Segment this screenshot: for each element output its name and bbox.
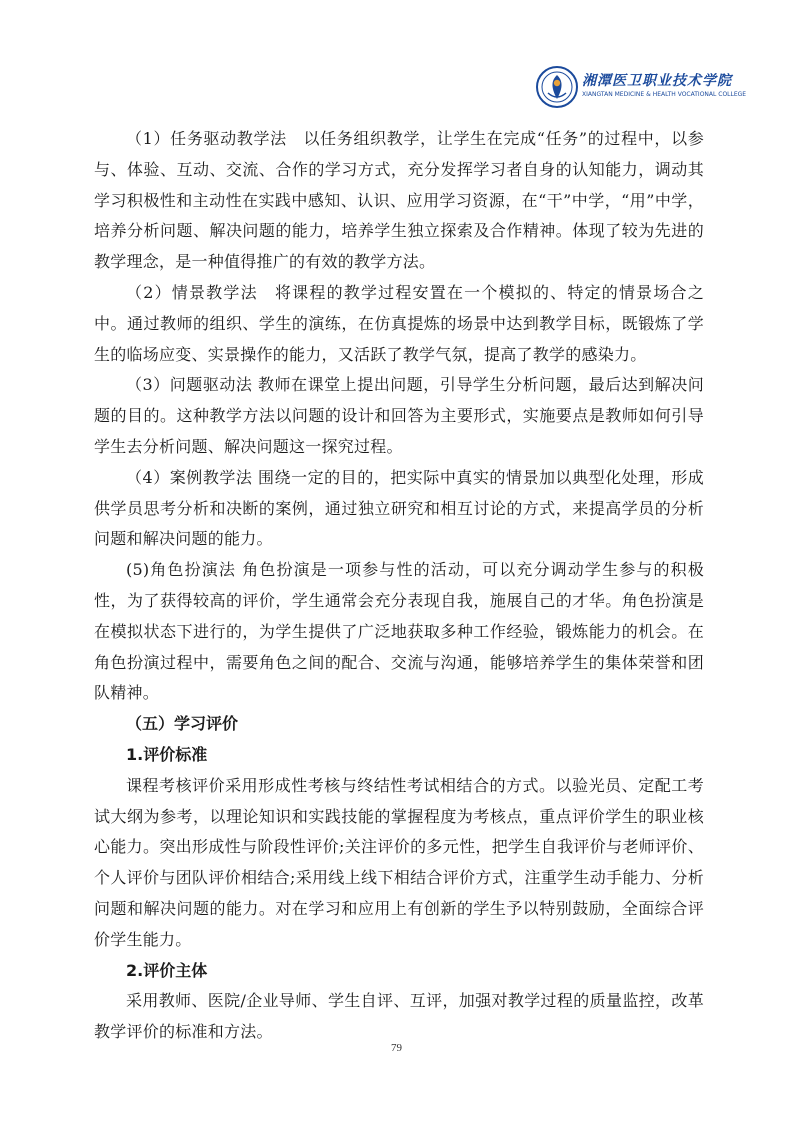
page-number: 79: [391, 1042, 402, 1054]
method-text: 将课程的教学过程安置在一个模拟的、特定的情景场合之中。通过教师的组织、学生的演练，在仿真提炼的场景中达到教学目标，既锻炼了学生的临场应变、实景操作的能力，又活跃了教学气氛，提高了教学的感染力。: [94, 282, 704, 364]
method-text: 教师在课堂上提出问题，引导学生分析问题，最后达到解决问题的目的。这种教学方法以问题的设计和回答为主要形式，实施要点是教师如何引导学生去分析问题、解决问题这一探究过程。: [94, 375, 704, 456]
method-label: （2）情景教学法: [126, 282, 258, 302]
document-body: [94, 124, 704, 1048]
method-label: （4）案例教学法: [126, 467, 253, 487]
subsection-title-subject: 2.评价主体: [126, 960, 208, 980]
section-title: （五）学习评价: [126, 714, 239, 734]
method-paragraph-1: [94, 124, 704, 278]
method-text: 围绕一定的目的，把实际中真实的情景加以典型化处理，形成供学员思考分析和决断的案例，通过独立研究和相互讨论的方式，来提高学员的分析问题和解决问题的能力。: [94, 467, 704, 549]
college-logo: [536, 66, 747, 112]
college-name-en: XIANGTAN MEDICINE & HEALTH VOCATIONAL COLLEGE: [582, 91, 747, 98]
method-label: （3）问题驱动法: [126, 375, 253, 395]
method-paragraph-4: [94, 463, 704, 555]
method-label: (5)角色扮演法: [126, 560, 236, 580]
college-name-cn: 湘潭医卫职业技术学院: [582, 73, 732, 89]
subsection-title-criteria: 1.评价标准: [126, 744, 208, 764]
college-emblem-icon: [536, 66, 578, 108]
method-paragraph-3: [94, 370, 704, 462]
method-text: 角色扮演是一项参与性的活动，可以充分调动学生参与的积极性，为了获得较高的评价，学生通常会充分表现自我，施展自己的才华。角色扮演是在模拟状态下进行的，为学生提供了广泛地获取多种工作经验，锻炼能力的机会。在角色扮演过程中，需要角色之间的配合、交流与沟通，能够培养学生的集体荣誉和团队精神。: [94, 560, 704, 703]
method-label: （1）任务驱动教学法: [126, 129, 287, 148]
method-paragraph-2: [94, 278, 704, 370]
criteria-paragraph: 课程考核评价采用形成性考核与终结性考试相结合的方式。以验光员、定配工考试大纲为参考，以理论知识和实践技能的掌握程度为考核点，重点评价学生的职业核心能力。突出形成性与阶段性评价;关注评价的多元性，把学生自我评价与老师评价、个人评价与团队评价相结合;采用线上线下相结合评价方式，注重学生动手能力、分析问题和解决问题的能力。对在学习和应用上有创新的学生予以特别鼓励，全面综合评价学生能力。: [94, 775, 704, 949]
method-text: 以任务组织教学，让学生在完成“任务”的过程中，以参与、体验、互动、交流、合作的学习方式，充分发挥学习者自身的认知能力，调动其学习积极性和主动性在实践中感知、认识、应用学习资源，在“干”中学，“用”中学，培养分析问题、解决问题的能力，培养学生独立探索及合作精神。体现了较为先进的教学理念，是一种值得推广的有效的教学方法。: [94, 129, 704, 272]
method-paragraph-5: [94, 555, 704, 709]
subject-paragraph: 采用教师、医院/企业导师、学生自评、互评，加强对教学过程的质量监控，改革教学评价的标准和方法。: [94, 991, 704, 1042]
